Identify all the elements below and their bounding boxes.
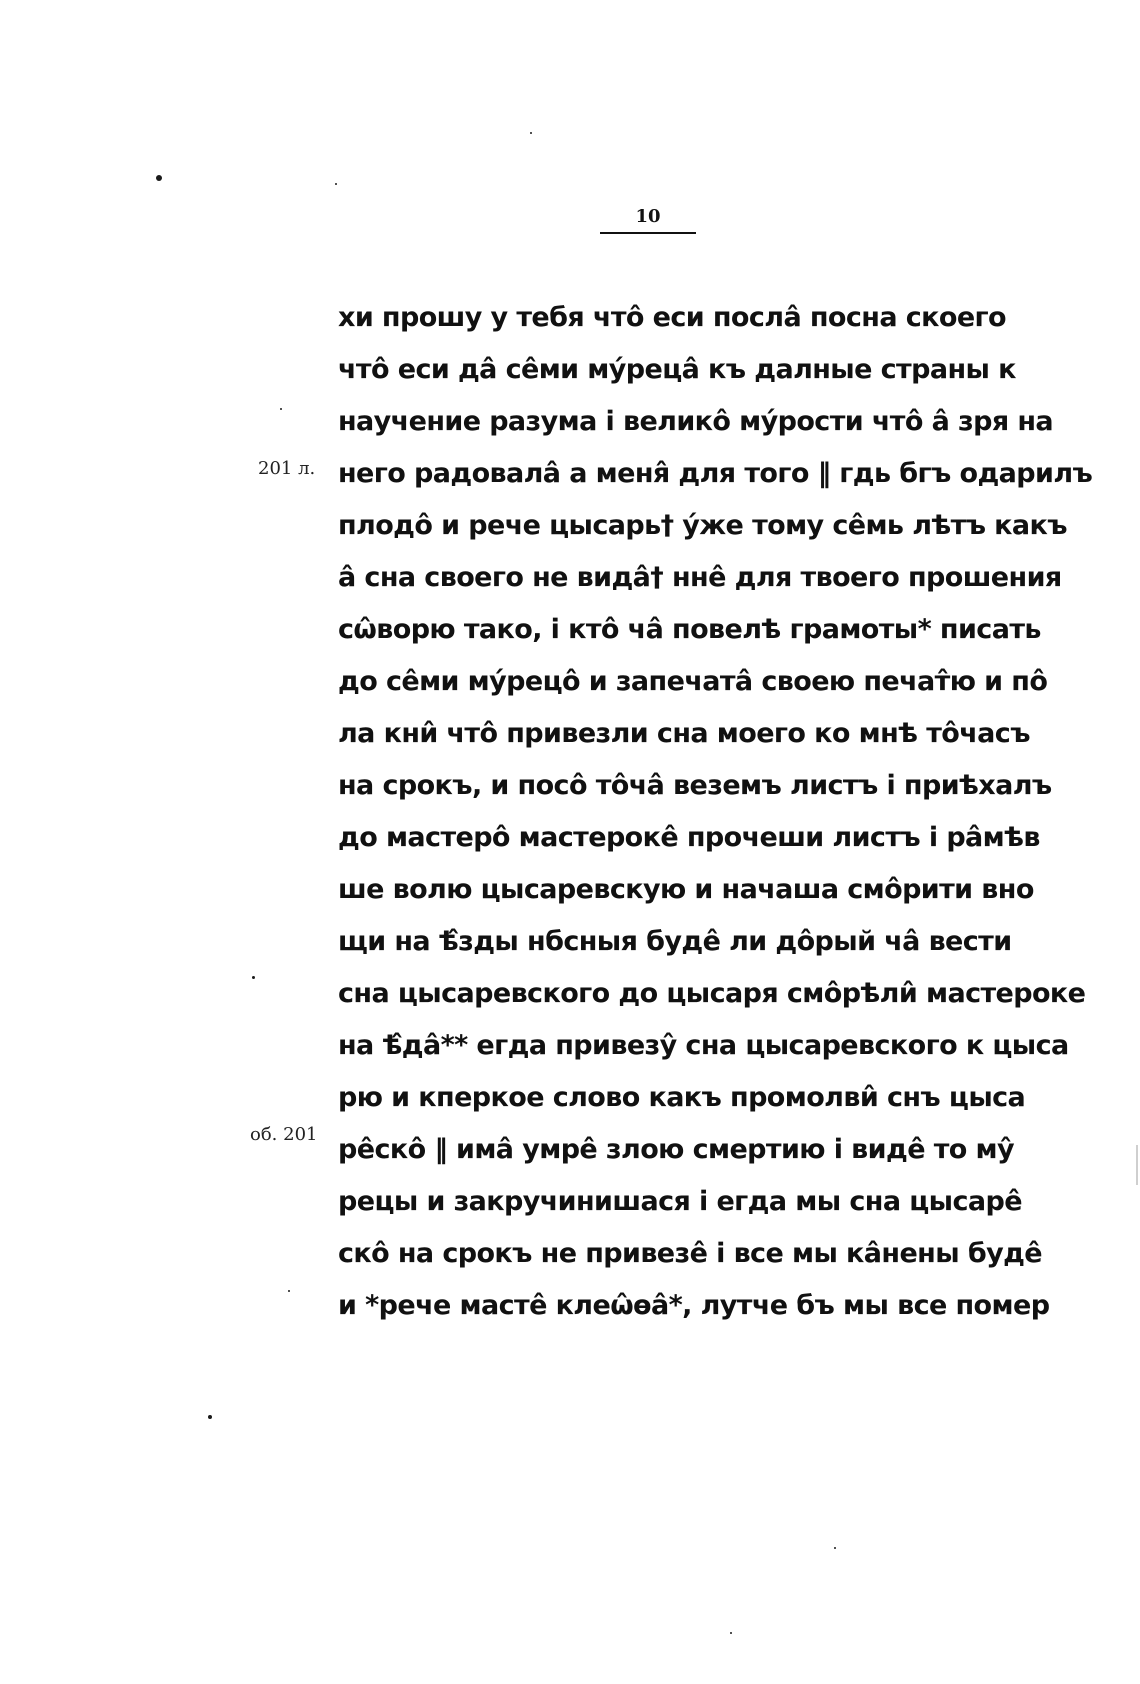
margin-note-folio-verso: об. 201 (250, 1124, 318, 1145)
text-line: научение разума і велико̂ му́рости что̂ а̂ зря на (338, 406, 1054, 437)
text-line: ше волю цысаревскую и начаша смо̂рити вно (338, 874, 1034, 905)
scan-speck (288, 1290, 290, 1292)
text-line: ла кни̂ что̂ привезли сна моего ко мнѣ то̂часъ (338, 718, 1030, 749)
main-text-block (338, 292, 1093, 1332)
text-line: а̂ сна своего не вида̂† нне̂ для твоего прошения (338, 562, 1062, 593)
text-line: хи прошу у тебя что̂ еси посла̂ посна скоего (338, 302, 1006, 333)
text-line: сна цысаревского до цысаря смо̂рѣли̂ мастероке (338, 978, 1086, 1009)
scan-speck (252, 976, 255, 979)
text-line: на ѣ̂да̂** егда привезу̂ сна цысаревского к цыса (338, 1030, 1069, 1061)
text-line: сѡ̂ворю тако, і кто̂ ча̂ повелѣ грамоты* писать (338, 614, 1041, 645)
text-line: плодо̂ и рече цысарь† у́же тому се̂мь лѣтъ какъ (338, 510, 1067, 541)
text-line: на срокъ, и посо̂ то̂ча̂ веземъ листъ і приѣхалъ (338, 770, 1052, 801)
scan-speck (1136, 1145, 1138, 1185)
text-line: рецы и закручинишася і егда мы сна цысаре̂ (338, 1186, 1022, 1217)
text-line: до мастеро̂ мастероке̂ прочеши листъ і ра̂мѣв (338, 822, 1040, 853)
text-line: до се̂ми му́рецо̂ и запечата̂ своею печат̂ю и по̂ (338, 666, 1048, 697)
margin-note-folio: 201 л. (258, 458, 316, 479)
scan-speck (730, 1632, 732, 1634)
scan-speck (834, 1547, 836, 1549)
page-number: 10 (635, 206, 661, 227)
page-number-rule (600, 232, 696, 234)
text-line: что̂ еси да̂ се̂ми му́реца̂ къ далные страны к (338, 354, 1016, 385)
text-line: рю и кперкое слово какъ промолви̂ снъ цыса (338, 1082, 1026, 1113)
scan-speck (335, 183, 337, 185)
text-line: щи на ѣ̂зды нбсныя буде̂ ли до̂рый ча̂ вести (338, 926, 1012, 957)
scan-speck (208, 1415, 212, 1419)
text-line: него радовала̂ а меня̂ для того ‖ гдь бгъ одарилъ (338, 458, 1093, 489)
scan-speck (156, 175, 162, 181)
text-line: ре̂ско̂ ‖ има̂ умре̂ злою смертию і виде̂ то му̂ (338, 1134, 1014, 1165)
scan-speck (530, 132, 532, 134)
text-line: ско̂ на срокъ не привезе̂ і все мы ка̂нены буде̂ (338, 1238, 1043, 1269)
text-line: и *рече масте̂ клеѡ̂ѳа̂*, лутче бъ мы все помер (338, 1290, 1050, 1321)
scan-speck (280, 408, 282, 410)
